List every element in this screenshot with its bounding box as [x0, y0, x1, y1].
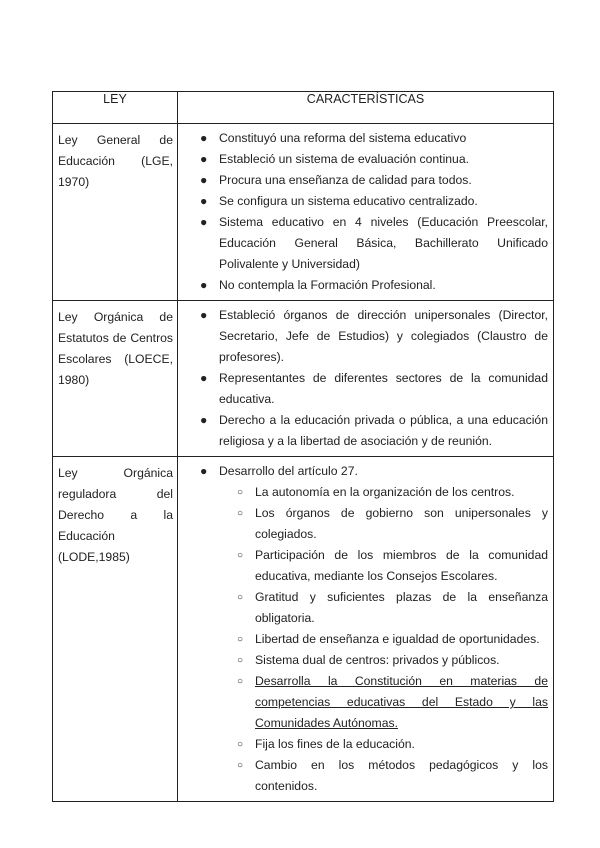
- features-list: [178, 305, 548, 452]
- circle-bullet-icon: ○: [237, 634, 244, 645]
- features-list: [178, 128, 548, 296]
- sub-list-item: ○ Cambio en los métodos pedagógicos y los contenidos.: [219, 755, 548, 797]
- law-cell: [53, 124, 178, 301]
- sub-list-item: ○ Gratitud y suficientes plazas de la enseñanza obligatoria.: [219, 587, 548, 629]
- table-row: [53, 301, 554, 457]
- law-name: Ley Orgánica de Estatutos de Centros Escolares (LOECE, 1980): [58, 310, 173, 387]
- laws-table: [52, 91, 554, 802]
- circle-bullet-icon: ○: [237, 550, 244, 561]
- bullet-icon: ●: [200, 131, 208, 145]
- sub-features-list: [219, 482, 548, 797]
- table-row: [53, 457, 554, 802]
- underlined-text: Desarrolla la Constitución en materias de competencias educativas del Estado y las Comunidades Autónomas.: [255, 674, 548, 730]
- list-item: ● Desarrollo del artículo 27. ○ La autonomía en la organización de los centros. ○ Los órganos de gobierno son unipersonales y colegiados. ○ Participación de los miembros de la comunidad educativa, mediante los Consejos Escolares. ○ Gratitud y suficientes plazas de la enseñanza obligatoria. ○ Libertad de enseñanza e igualdad de oportunidades. ○ Sistema dual de centros: privados y públicos. ○ Desarrolla la Constitución en materias de competencias educativas del Estado y las Comunidades Autónomas. ○ Fija los fines de la educación. ○ Cambio en los métodos pedagógicos y los contenidos.: [178, 461, 548, 797]
- header-ley: LEY: [53, 92, 178, 124]
- law-cell: [53, 457, 178, 802]
- circle-bullet-icon: ○: [237, 508, 244, 519]
- sub-list-item: ○ Libertad de enseñanza e igualdad de oportunidades.: [219, 629, 548, 650]
- law-cell: [53, 301, 178, 457]
- list-item: ● Estableció un sistema de evaluación continua.: [178, 149, 548, 170]
- features-cell: [178, 124, 554, 301]
- list-item: ● Constituyó una reforma del sistema educativo: [178, 128, 548, 149]
- circle-bullet-icon: ○: [237, 592, 244, 603]
- list-item: ● Procura una enseñanza de calidad para todos.: [178, 170, 548, 191]
- list-item: ● Estableció órganos de dirección unipersonales (Director, Secretario, Jefe de Estudios) y colegiados (Claustro de profesores).: [178, 305, 548, 368]
- header-caracteristicas: CARACTERÍSTICAS: [178, 92, 554, 124]
- features-cell: [178, 457, 554, 802]
- bullet-icon: ●: [200, 308, 208, 322]
- sub-list-item: ○ Sistema dual de centros: privados y públicos.: [219, 650, 548, 671]
- features-cell: [178, 301, 554, 457]
- circle-bullet-icon: ○: [237, 760, 244, 771]
- list-item: ● Se configura un sistema educativo centralizado.: [178, 191, 548, 212]
- circle-bullet-icon: ○: [237, 676, 244, 687]
- sub-list-item: ○ Fija los fines de la educación.: [219, 734, 548, 755]
- bullet-icon: ●: [200, 215, 208, 229]
- bullet-icon: ●: [200, 194, 208, 208]
- bullet-icon: ●: [200, 173, 208, 187]
- circle-bullet-icon: ○: [237, 655, 244, 666]
- list-item: ● No contempla la Formación Profesional.: [178, 275, 548, 296]
- law-name: Ley General de Educación (LGE, 1970): [58, 133, 173, 189]
- law-name: Ley Orgánica reguladora del Derecho a la Educación (LODE,1985): [58, 466, 173, 564]
- features-list: [178, 461, 548, 797]
- bullet-icon: ●: [200, 413, 208, 427]
- sub-list-item: ○ La autonomía en la organización de los centros.: [219, 482, 548, 503]
- list-item: ● Derecho a la educación privada o pública, a una educación religiosa y a la libertad de asociación y de reunión.: [178, 410, 548, 452]
- sub-list-item: ○ Participación de los miembros de la comunidad educativa, mediante los Consejos Escolares.: [219, 545, 548, 587]
- list-item: ● Representantes de diferentes sectores de la comunidad educativa.: [178, 368, 548, 410]
- table-row: [53, 124, 554, 301]
- circle-bullet-icon: ○: [237, 739, 244, 750]
- bullet-icon: ●: [200, 371, 208, 385]
- list-item: ● Sistema educativo en 4 niveles (Educación Preescolar, Educación General Básica, Bachillerato Unificado Polivalente y Universidad): [178, 212, 548, 275]
- circle-bullet-icon: ○: [237, 487, 244, 498]
- bullet-icon: ●: [200, 152, 208, 166]
- sub-list-item: [219, 671, 548, 734]
- bullet-icon: ●: [200, 464, 208, 478]
- sub-list-item: ○ Los órganos de gobierno son unipersonales y colegiados.: [219, 503, 548, 545]
- bullet-icon: ●: [200, 278, 208, 292]
